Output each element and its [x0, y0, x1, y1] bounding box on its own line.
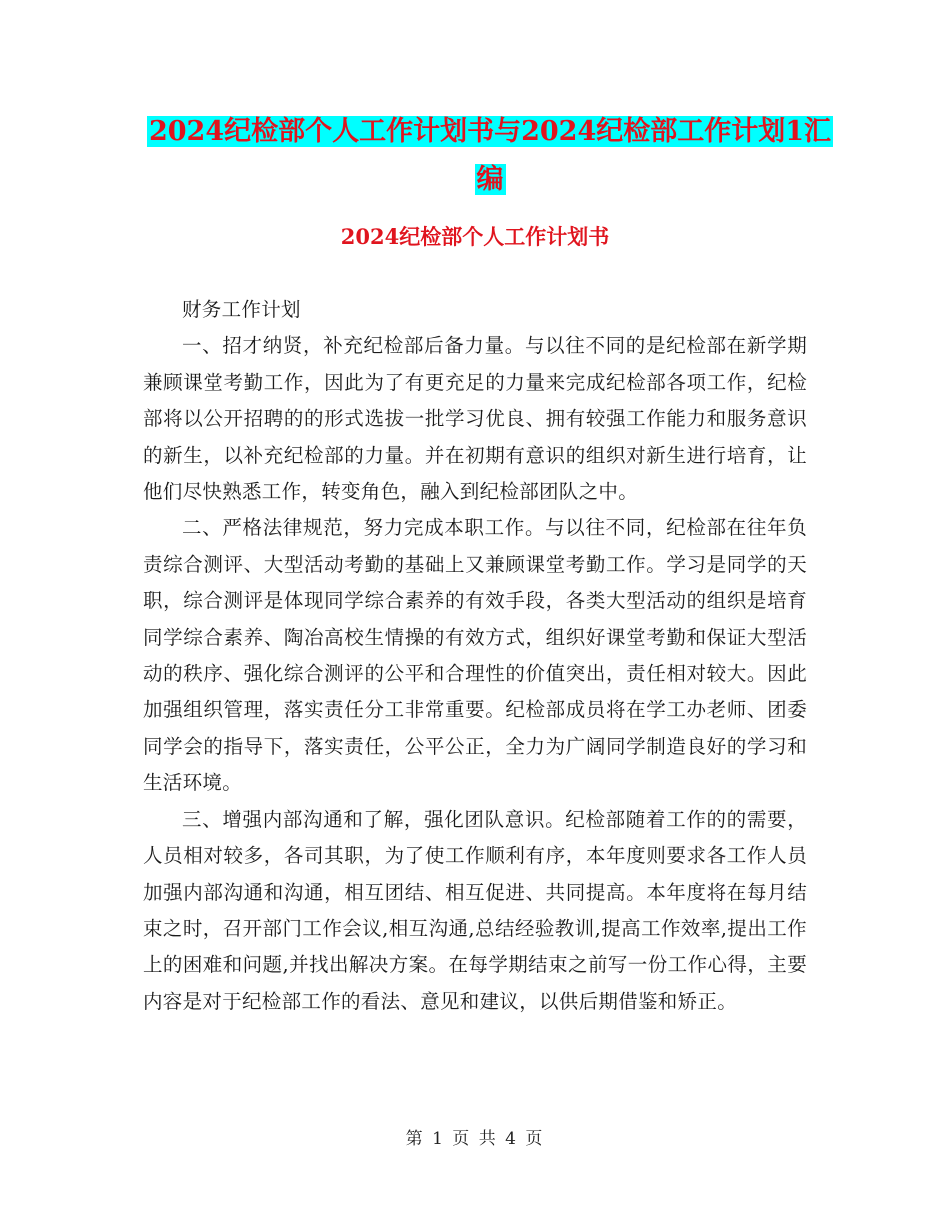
- paragraph-2: 二、严格法律规范，努力完成本职工作。与以往不同，纪检部在往年负责综合测评、大型活动考勤的基础上又兼顾课堂考勤工作。学习是同学的天职，综合测评是体现同学综合素养的有效手段，各类大型活动的组织是培育同学综合素养、陶冶高校生情操的有效方式，组织好课堂考勤和保证大型活动的秩序、强化综合测评的公平和合理性的价值突出，责任相对较大。因此加强组织管理，落实责任分工非常重要。纪检部成员将在学工办老师、团委同学会的指导下，落实责任，公平公正，全力为广阔同学制造良好的学习和生活环境。: [143, 516, 807, 795]
- page-number-footer: 第 1 页 共 4 页: [405, 1129, 545, 1149]
- document-body: [143, 292, 807, 1020]
- paragraph-subheading: 财务工作计划: [182, 298, 301, 321]
- document-title-text: 2024纪检部个人工作计划书与2024纪检部工作计划1汇编: [148, 116, 832, 195]
- paragraph-3: 三、增强内部沟通和了解，强化团队意识。纪检部随着工作的的需要，人员相对较多，各司其职，为了使工作顺利有序，本年度则要求各工作人员加强内部沟通和沟通，相互团结、相互促进、共同提高。本年度将在每月结束之时，召开部门工作会议,相互沟通,总结经验教训,提高工作效率,提出工作上的困难和问题,并找出解决方案。在每学期结束之前写一份工作心得，主要内容是对于纪检部工作的看法、意见和建议，以供后期借鉴和矫正。: [143, 807, 807, 1013]
- document-title: [140, 108, 840, 204]
- paragraph-1: 一、招才纳贤，补充纪检部后备力量。与以往不同的是纪检部在新学期兼顾课堂考勤工作，因此为了有更充足的力量来完成纪检部各项工作，纪检部将以公开招聘的的形式选拔一批学习优良、拥有较强工作能力和服务意识的新生，以补充纪检部的力量。并在初期有意识的组织对新生进行培育，让他们尽快熟悉工作，转变角色，融入到纪检部团队之中。: [143, 334, 807, 504]
- section-title: 2024纪检部个人工作计划书: [340, 224, 610, 249]
